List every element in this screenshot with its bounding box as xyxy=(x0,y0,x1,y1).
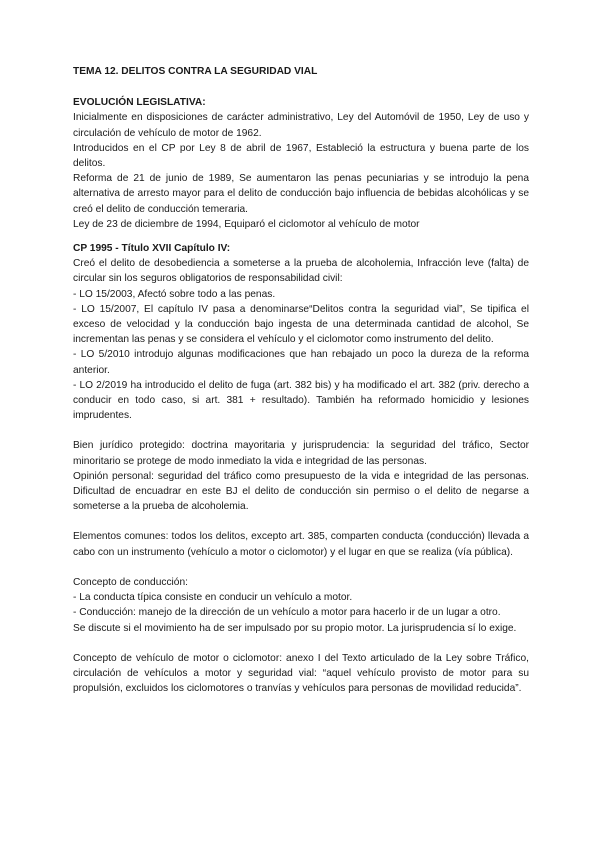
evolucion-paragraph: Introducidos en el CP por Ley 8 de abril de 1967, Estableció la estructura y buena parte de los delitos. xyxy=(73,142,529,170)
cp1995-paragraph: - LO 2/2019 ha introducido el delito de fuga (art. 382 bis) y ha modificado el art. 382 (priv. derecho a conducir en todo caso, si art. 381 + resultado). También ha reformado homicidio y lesiones imprudentes. xyxy=(73,379,529,422)
conduccion-paragraph: Se discute si el movimiento ha de ser impulsado por su propio motor. La jurisprudencia sí lo exige. xyxy=(73,622,517,634)
bien-juridico-paragraph: Bien jurídico protegido: doctrina mayoritaria y jurisprudencia: la seguridad del tráfico, Sector minoritario se protege de modo inmediato la vida e integridad de las personas. xyxy=(73,440,529,467)
section-heading-evolucion: EVOLUCIÓN LEGISLATIVA: xyxy=(73,97,206,109)
conduccion-heading: Concepto de conducción: xyxy=(73,576,188,588)
cp1995-paragraph: Creó el delito de desobediencia a someterse a la prueba de alcoholemia, Infracción leve (falta) de circular sin los seguros obligatorios de responsabilidad civil: xyxy=(73,258,529,285)
opinion-paragraph: Opinión personal: seguridad del tráfico como presupuesto de la vida e integridad de las personas. Dificultad de encuadrar en este BJ el delito de conducción sin permiso o el delito de negarse a someterse a la prueba de alcoholemia. xyxy=(73,470,529,513)
evolucion-paragraph: Inicialmente en disposiciones de carácter administrativo, Ley del Automóvil de 1950, Ley de uso y circulación de vehículo de motor de 1962. xyxy=(73,112,529,139)
cp1995-paragraph: - LO 15/2003, Afectó sobre todo a las penas. xyxy=(73,288,276,300)
vehiculo-paragraph: Concepto de vehículo de motor o ciclomotor: anexo I del Texto articulado de la Ley sobre Tráfico, circulación de vehículos a motor y seguridad vial: “aquel vehículo provisto de motor para su propulsión, excluidos los ciclomotores o tranvías y vehículos para personas de movilidad reducida”. xyxy=(73,652,529,695)
evolucion-paragraph: Reforma de 21 de junio de 1989, Se aumentaron las penas pecuniarias y se introdujo la pena alternativa de arresto mayor para el delito de conducción bajo influencia de bebidas alcohólicas y se creó el delito de conducción temeraria. xyxy=(73,173,529,215)
evolucion-paragraph: Ley de 23 de diciembre de 1994, Equiparó el ciclomotor al vehículo de motor xyxy=(73,218,420,230)
cp1995-paragraph: - LO 15/2007, El capítulo IV pasa a denominarse“Delitos contra la seguridad vial”, Se tipifica el exceso de velocidad y la conducción bajo ingesta de una determinada cantidad de alcohol, Se incrementan las penas y se considera el vehículo y el ciclomotor como instrumento del delito. xyxy=(73,303,529,346)
cp1995-paragraph: - LO 5/2010 introdujo algunas modificaciones que han rebajado un poco la dureza de la reforma anterior. xyxy=(73,349,529,376)
document-page xyxy=(73,64,529,696)
document-title: TEMA 12. DELITOS CONTRA LA SEGURIDAD VIAL xyxy=(73,66,318,77)
conduccion-item: - La conducta típica consiste en conducir un vehículo a motor. xyxy=(73,592,353,604)
section-heading-cp1995: CP 1995 - Título XVII Capítulo IV: xyxy=(73,243,231,255)
conduccion-item: - Conducción: manejo de la dirección de un vehículo a motor para hacerlo ir de un lugar a otro. xyxy=(73,607,501,619)
elementos-paragraph: Elementos comunes: todos los delitos, excepto art. 385, comparten conducta (conducción) llevada a cabo con un instrumento (vehículo a motor o ciclomotor) y el lugar en que se realiza (vía pública). xyxy=(73,531,529,558)
